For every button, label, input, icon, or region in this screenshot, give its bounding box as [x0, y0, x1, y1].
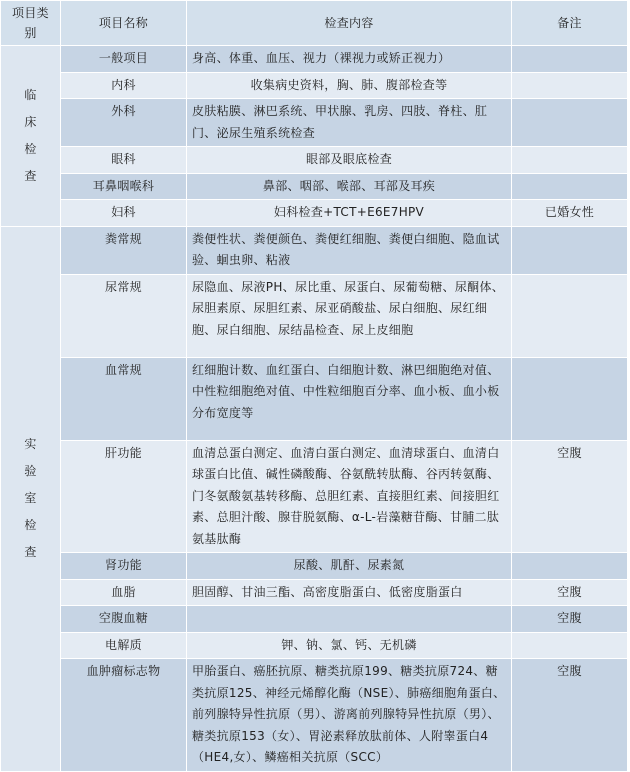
row-item: 一般项目 [61, 46, 187, 73]
row-content [187, 606, 512, 633]
table-row [1, 440, 628, 553]
row-content: 血清总蛋白测定、血清白蛋白测定、血清球蛋白、血清白球蛋白比值、碱性磷酸酶、谷氨酰转肽酶、谷丙转氨酶、门冬氨酸氨基转移酶、总胆红素、直接胆红素、间接胆红素、总胆汁酸、腺苷脱氨酶、α-L-岩藻糖苷酶、甘脯二肽氨基肽酶 [187, 440, 512, 553]
table-row [1, 659, 628, 772]
row-item: 尿常规 [61, 274, 187, 357]
header-remark: 备注 [512, 1, 628, 46]
row-remark: 空腹 [512, 659, 628, 772]
table-row [1, 46, 628, 73]
table-row [1, 99, 628, 147]
table-header-row [1, 1, 628, 46]
row-item: 外科 [61, 99, 187, 147]
group-label-char: 检 [24, 518, 37, 532]
group-label-char: 验 [24, 464, 37, 478]
table-row [1, 553, 628, 580]
table-row [1, 226, 628, 274]
row-remark [512, 46, 628, 73]
row-item: 眼科 [61, 147, 187, 174]
group-label-char: 查 [24, 168, 37, 183]
row-content: 尿酸、肌酐、尿素氮 [187, 553, 512, 580]
row-content: 尿隐血、尿液PH、尿比重、尿蛋白、尿葡萄糖、尿酮体、尿胆素原、尿胆红素、尿亚硝酸盐、尿白细胞、尿红细胞、尿白细胞、尿结晶检查、尿上皮细胞 [187, 274, 512, 357]
row-remark [512, 173, 628, 200]
row-content: 皮肤粘膜、淋巴系统、甲状腺、乳房、四肢、脊柱、肛门、泌尿生殖系统检查 [187, 99, 512, 147]
row-remark [512, 357, 628, 440]
row-content: 钾、钠、氯、钙、无机磷 [187, 632, 512, 659]
group-label-char: 查 [24, 545, 37, 559]
row-content: 妇科检查+TCT+E6E7HPV [187, 200, 512, 227]
row-remark [512, 147, 628, 174]
table-row [1, 274, 628, 357]
header-category: 项目类别 [1, 1, 61, 46]
row-remark [512, 99, 628, 147]
row-item: 妇科 [61, 200, 187, 227]
table-row [1, 632, 628, 659]
row-item: 内科 [61, 72, 187, 99]
table-row [1, 200, 628, 227]
row-item: 粪常规 [61, 226, 187, 274]
table-row [1, 72, 628, 99]
group-lab-label [1, 226, 61, 771]
row-item: 血常规 [61, 357, 187, 440]
group-label-char: 实 [24, 437, 37, 451]
table-row [1, 579, 628, 606]
row-content: 红细胞计数、血红蛋白、白细胞计数、淋巴细胞绝对值、中性粒细胞绝对值、中性粒细胞百分率、血小板、血小板分布宽度等 [187, 357, 512, 440]
row-remark [512, 226, 628, 274]
row-content: 胆固醇、甘油三酯、高密度脂蛋白、低密度脂蛋白 [187, 579, 512, 606]
row-remark: 空腹 [512, 440, 628, 553]
row-content: 身高、体重、血压、视力（裸视力或矫正视力） [187, 46, 512, 73]
header-content: 检查内容 [187, 1, 512, 46]
row-item: 耳鼻咽喉科 [61, 173, 187, 200]
row-content: 鼻部、咽部、喉部、耳部及耳疾 [187, 173, 512, 200]
row-item: 血脂 [61, 579, 187, 606]
table-row [1, 173, 628, 200]
group-clinical-label [1, 46, 61, 227]
row-content: 甲胎蛋白、癌胚抗原、糖类抗原199、糖类抗原724、糖类抗原125、神经元烯醇化酶（NSE）、肺癌细胞角蛋白、前列腺特异性抗原（男）、游离前列腺特异性抗原（男）、糖类抗原153（女）、胃泌素释放肽前体、人附睾蛋白4（HE4,女）、鳞癌相关抗原（SCC） [187, 659, 512, 772]
row-item: 电解质 [61, 632, 187, 659]
row-remark: 已婚女性 [512, 200, 628, 227]
header-item: 项目名称 [61, 1, 187, 46]
row-remark [512, 553, 628, 580]
row-item: 空腹血糖 [61, 606, 187, 633]
table-row [1, 357, 628, 440]
row-remark: 空腹 [512, 606, 628, 633]
row-item: 肝功能 [61, 440, 187, 553]
row-content: 收集病史资料，胸、肺、腹部检查等 [187, 72, 512, 99]
row-remark: 空腹 [512, 579, 628, 606]
group-label-char: 床 [24, 114, 37, 129]
table-row [1, 147, 628, 174]
row-remark [512, 274, 628, 357]
row-item: 血肿瘤标志物 [61, 659, 187, 772]
row-content: 粪便性状、粪便颜色、粪便红细胞、粪便白细胞、隐血试验、蛔虫卵、粘液 [187, 226, 512, 274]
table-row [1, 606, 628, 633]
group-label-char: 临 [24, 87, 37, 102]
row-item: 肾功能 [61, 553, 187, 580]
group-label-char: 检 [24, 141, 37, 156]
group-label-char: 室 [24, 491, 37, 505]
row-content: 眼部及眼底检查 [187, 147, 512, 174]
row-remark [512, 72, 628, 99]
row-remark [512, 632, 628, 659]
